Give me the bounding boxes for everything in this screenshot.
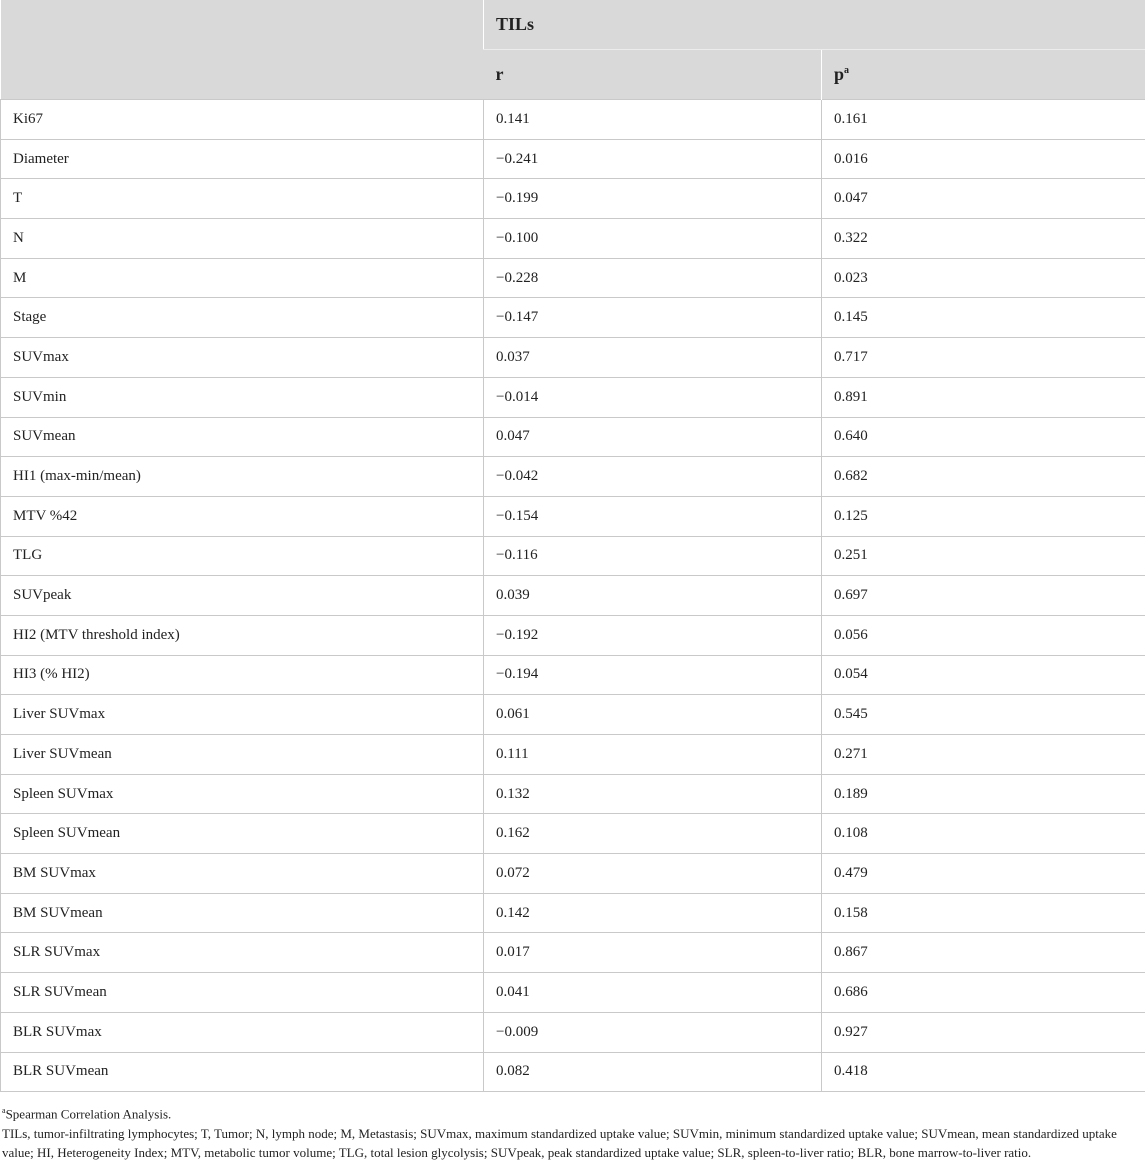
cell-p: 0.686 xyxy=(822,973,1145,1013)
row-label: SUVmax xyxy=(1,338,484,378)
cell-r: −0.147 xyxy=(484,298,822,338)
cell-p: 0.054 xyxy=(822,655,1145,695)
header-col-p-label: p xyxy=(834,64,845,84)
row-label: Spleen SUVmax xyxy=(1,774,484,814)
cell-p: 0.023 xyxy=(822,258,1145,298)
cell-p: 0.867 xyxy=(822,933,1145,973)
header-col-p-marker: a xyxy=(844,65,850,76)
cell-p: 0.322 xyxy=(822,219,1145,259)
table-row xyxy=(1,258,1145,298)
table-row xyxy=(1,139,1145,179)
table-footnotes xyxy=(0,1092,1145,1161)
row-label: N xyxy=(1,219,484,259)
row-label: TLG xyxy=(1,536,484,576)
cell-p: 0.545 xyxy=(822,695,1145,735)
row-label: HI2 (MTV threshold index) xyxy=(1,615,484,655)
header-col-p xyxy=(822,50,1145,100)
row-label: SUVmean xyxy=(1,417,484,457)
cell-p: 0.640 xyxy=(822,417,1145,457)
row-label: SUVpeak xyxy=(1,576,484,616)
table-row xyxy=(1,338,1145,378)
footnote-a-marker: a xyxy=(2,1106,6,1116)
table-row xyxy=(1,377,1145,417)
cell-r: 0.061 xyxy=(484,695,822,735)
cell-p: 0.271 xyxy=(822,735,1145,775)
row-label: HI1 (max-min/mean) xyxy=(1,457,484,497)
header-blank-cell xyxy=(1,0,484,100)
row-label: Spleen SUVmean xyxy=(1,814,484,854)
table-row xyxy=(1,615,1145,655)
table-row xyxy=(1,298,1145,338)
cell-p: 0.891 xyxy=(822,377,1145,417)
cell-p: 0.717 xyxy=(822,338,1145,378)
row-label: T xyxy=(1,179,484,219)
table-row xyxy=(1,536,1145,576)
table-row xyxy=(1,655,1145,695)
cell-r: 0.162 xyxy=(484,814,822,854)
table-row xyxy=(1,893,1145,933)
table-row xyxy=(1,933,1145,973)
cell-p: 0.251 xyxy=(822,536,1145,576)
cell-r: 0.111 xyxy=(484,735,822,775)
row-label: Liver SUVmax xyxy=(1,695,484,735)
cell-r: 0.142 xyxy=(484,893,822,933)
cell-r: 0.141 xyxy=(484,100,822,140)
row-label: Ki67 xyxy=(1,100,484,140)
cell-r: −0.042 xyxy=(484,457,822,497)
row-label: MTV %42 xyxy=(1,496,484,536)
cell-p: 0.189 xyxy=(822,774,1145,814)
table-row xyxy=(1,100,1145,140)
cell-p: 0.479 xyxy=(822,854,1145,894)
cell-p: 0.125 xyxy=(822,496,1145,536)
row-label: BLR SUVmax xyxy=(1,1012,484,1052)
row-label: Liver SUVmean xyxy=(1,735,484,775)
cell-r: 0.017 xyxy=(484,933,822,973)
footnote-a-text: Spearman Correlation Analysis. xyxy=(5,1106,172,1122)
cell-p: 0.158 xyxy=(822,893,1145,933)
cell-r: 0.082 xyxy=(484,1052,822,1092)
table-row xyxy=(1,219,1145,259)
row-label: Stage xyxy=(1,298,484,338)
table-row xyxy=(1,496,1145,536)
cell-p: 0.697 xyxy=(822,576,1145,616)
cell-p: 0.927 xyxy=(822,1012,1145,1052)
cell-r: 0.072 xyxy=(484,854,822,894)
table-row xyxy=(1,417,1145,457)
cell-p: 0.145 xyxy=(822,298,1145,338)
table-row xyxy=(1,1012,1145,1052)
cell-r: −0.009 xyxy=(484,1012,822,1052)
cell-r: −0.100 xyxy=(484,219,822,259)
cell-r: 0.047 xyxy=(484,417,822,457)
row-label: SLR SUVmax xyxy=(1,933,484,973)
row-label: BLR SUVmean xyxy=(1,1052,484,1092)
cell-r: −0.194 xyxy=(484,655,822,695)
table-row xyxy=(1,735,1145,775)
footnote-abbreviations: TILs, tumor-infiltrating lymphocytes; T, Tumor; N, lymph node; M, Metastasis; SUVmax, maximum standardized uptake value; SUVmin, minimum standardized uptake value; SUVmean, mean standardized uptake value; HI, Heterogeneity Index; MTV, metabolic tumor volume; TLG, total lesion glycolysis; SUVpeak, peak standardized uptake value; SLR, spleen-to-liver ratio; BLR, bone marrow-to-liver ratio. xyxy=(2,1125,1117,1160)
table-row xyxy=(1,695,1145,735)
cell-r: −0.014 xyxy=(484,377,822,417)
cell-r: −0.199 xyxy=(484,179,822,219)
row-label: SUVmin xyxy=(1,377,484,417)
cell-r: −0.154 xyxy=(484,496,822,536)
cell-p: 0.047 xyxy=(822,179,1145,219)
row-label: BM SUVmax xyxy=(1,854,484,894)
table-row xyxy=(1,457,1145,497)
cell-r: 0.041 xyxy=(484,973,822,1013)
cell-p: 0.016 xyxy=(822,139,1145,179)
footnote-a xyxy=(2,1101,1145,1123)
table-row xyxy=(1,576,1145,616)
cell-r: −0.241 xyxy=(484,139,822,179)
cell-r: 0.037 xyxy=(484,338,822,378)
row-label: Diameter xyxy=(1,139,484,179)
header-col-r: r xyxy=(484,50,822,100)
row-label: M xyxy=(1,258,484,298)
row-label: HI3 (% HI2) xyxy=(1,655,484,695)
cell-p: 0.682 xyxy=(822,457,1145,497)
cell-p: 0.108 xyxy=(822,814,1145,854)
row-label: SLR SUVmean xyxy=(1,973,484,1013)
cell-r: 0.132 xyxy=(484,774,822,814)
table-row xyxy=(1,814,1145,854)
cell-p: 0.056 xyxy=(822,615,1145,655)
table-row xyxy=(1,973,1145,1013)
table-header xyxy=(1,0,1145,100)
table-row xyxy=(1,1052,1145,1092)
cell-p: 0.161 xyxy=(822,100,1145,140)
cell-r: 0.039 xyxy=(484,576,822,616)
table-body xyxy=(1,100,1145,1092)
row-label: BM SUVmean xyxy=(1,893,484,933)
table-row xyxy=(1,854,1145,894)
cell-r: −0.116 xyxy=(484,536,822,576)
header-group-tils: TILs xyxy=(484,0,1145,50)
cell-r: −0.228 xyxy=(484,258,822,298)
table-row xyxy=(1,774,1145,814)
table-row xyxy=(1,179,1145,219)
header-group-row xyxy=(1,0,1145,50)
cell-r: −0.192 xyxy=(484,615,822,655)
cell-p: 0.418 xyxy=(822,1052,1145,1092)
